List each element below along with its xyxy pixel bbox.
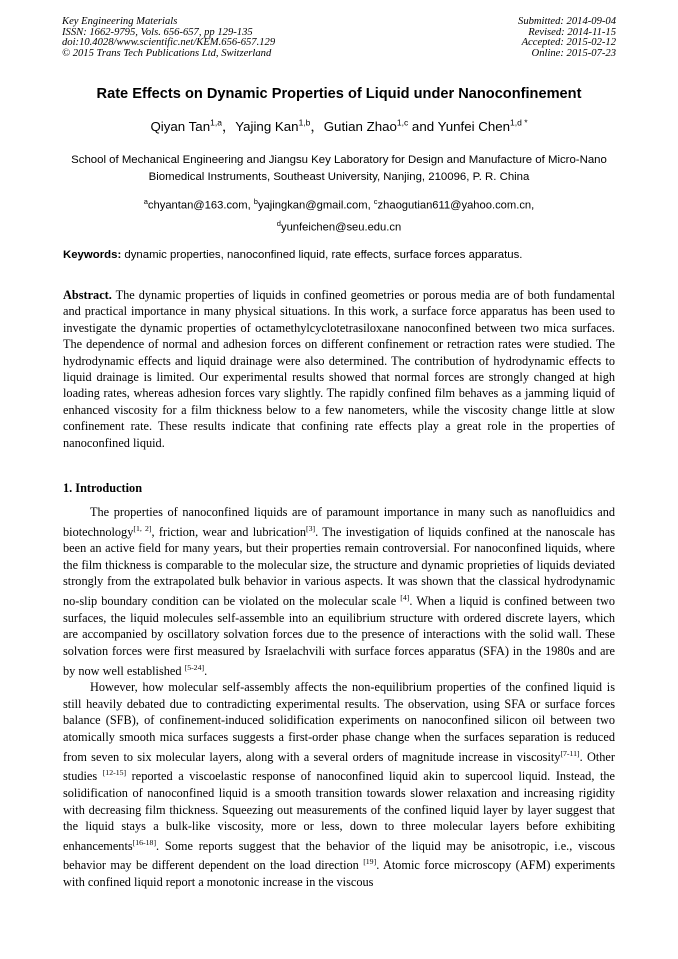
- affiliation: School of Mechanical Engineering and Jiangsu Key Laboratory for Design and Manufacture of Micro-Nano Biomedical Instruments, Southeast University, Nanjing, 210096, P. R. China: [71, 154, 607, 183]
- author-list: [0, 116, 678, 135]
- email-mark: c: [373, 197, 378, 206]
- email-separator: ,: [367, 199, 374, 212]
- keywords: [63, 249, 618, 261]
- email-separator: ,: [247, 199, 254, 212]
- author-separator: and: [408, 119, 438, 134]
- citation: [1, 2]: [133, 523, 152, 533]
- author-name: Yunfei Chen: [437, 119, 511, 134]
- paragraph-text: . Other studies: [63, 749, 615, 784]
- email-mark: a: [143, 197, 148, 206]
- keywords-text: dynamic properties, nanoconfined liquid, rate effects, surface forces apparatus.: [121, 249, 523, 261]
- paragraph-text: However, how molecular self-assembly affects the non-equilibrium properties of the confined liquid is still heavily debated due to contradicting experimental results. The observation, using SFA or surface forces balance (SFB), of confinement-induced solidification experiments on nanoconfined silicon oil between two atomically smooth mica surfaces suggests a first-order phase change when the surfaces separation is reduced from seven to six molecular layers, along with a several orders of magnitude increase in viscosity: [63, 680, 615, 764]
- citation: [19]: [363, 857, 377, 867]
- citation: [5-24]: [184, 662, 205, 672]
- paragraph-text: . Atomic force microscopy (AFM) experiments with confined liquid report a monotonic increase in the viscous: [63, 858, 616, 890]
- author-email: yajingkan@gmail.com: [257, 199, 368, 212]
- accepted-date: Accepted: 2015-02-12: [521, 37, 616, 49]
- citation: [12-15]: [102, 768, 127, 778]
- author-affiliation-mark: 1,c: [396, 117, 409, 128]
- author-name: Yajing Kan: [235, 119, 299, 134]
- email-mark: d: [276, 218, 281, 228]
- paragraph-text: . When a liquid is confined between two surfaces, the liquid molecules self-assemble into an equilibrium structure with ordered discrete layers, which are accompanied by oscillatory solvation forces due to the presence of interactions with the solid wall. These solvation forces were first measured by Israelachvili with surface forces apparatus (SFA) in the 1980s and are by now well established: [63, 594, 615, 678]
- author-affiliation-mark: 1,d *: [510, 117, 528, 128]
- journal-info: [62, 17, 275, 59]
- author-email: zhaogutian611@yahoo.com.cn: [377, 199, 532, 212]
- author-email: chyantan@163.com: [147, 199, 248, 212]
- paper-title: Rate Effects on Dynamic Properties of Liquid under Nanoconfinement: [96, 86, 582, 102]
- email-list: [60, 193, 618, 236]
- section-heading: 1. Introduction: [63, 481, 143, 495]
- author-affiliation-mark: 1,a: [210, 117, 222, 128]
- paragraph-text: , friction, wear and lubrication: [151, 524, 307, 539]
- journal-doi: doi:10.4028/www.scientific.net/KEM.656-657.129: [62, 37, 276, 49]
- journal-copyright: © 2015 Trans Tech Publications Ltd, Switzerland: [62, 47, 272, 59]
- paragraph-text: .: [204, 663, 208, 678]
- revised-date: Revised: 2014-11-15: [528, 26, 616, 38]
- paragraph: [63, 679, 615, 891]
- email-separator: ,: [531, 199, 535, 212]
- online-date: Online: 2015-07-23: [531, 47, 616, 59]
- paragraph-text: . The investigation of liquids confined at the nanoscale has been an active field for many years, but their properties remain controversial. For nanoconfined liquids, where the film thickness is comparable to the molecular size, the structure and dynamic proprieties of liquids deviated strongly from the extrapolated bulk behavior in various aspects. It was shown that the classical hydrodynamic no-slip boundary condition can be violated on the molecular scale: [63, 524, 615, 609]
- citation: [16-18]: [132, 837, 157, 847]
- email-mark: b: [253, 197, 258, 206]
- journal-issn: ISSN: 1662-9795, Vols. 656-657, pp 129-135: [62, 26, 253, 38]
- author-email: yunfeichen@seu.edu.cn: [280, 221, 402, 234]
- author-affiliation-mark: 1,b: [298, 117, 311, 128]
- author-name: Qiyan Tan: [150, 119, 211, 134]
- keywords-label: Keywords:: [63, 249, 122, 261]
- introduction-body: [63, 504, 615, 891]
- paragraph: [63, 504, 615, 679]
- citation: [3]: [306, 523, 316, 533]
- citation: [4]: [400, 593, 410, 603]
- citation: [7-11]: [560, 748, 580, 758]
- paragraph-text: . Some reports suggest that the behavior of the liquid may be anisotropic, i.e., viscous behavior may be different dependent on the load direction: [63, 838, 615, 873]
- journal-name: Key Engineering Materials: [62, 16, 178, 27]
- paragraph-text: The properties of nanoconfined liquids are of paramount importance in many such as nanofluidics and biotechnology: [63, 505, 615, 539]
- author-separator: ，: [310, 119, 324, 134]
- submitted-date: Submitted: 2014-09-04: [518, 16, 616, 27]
- abstract-text: The dynamic properties of liquids in confined geometries or porous media are of both fundamental and practical importance in many physical situations. In this work, a surface force apparatus has been used to investigate the dynamic properties of octamethylcyclotetrasiloxane nanoconfined between two mica surfaces. The dependence of normal and adhesion forces on different confinement or retraction rates were studied. The hydrodynamic effects and liquid drainage were also determined. The contribution of hydrodynamic effects to liquid drainage is limited. Our experimental results showed that normal forces are strongly changed at high loading rates, whereas adhesion forces vary slightly. The rapidly confined film behaves as a jamming liquid of enhanced viscosity for a film thickness below to a few nanometers, while the viscosity change little at slow confinement rate. These results indicate that confining rate effects play a great role in the properties of nanoconfined liquid.: [63, 288, 615, 450]
- abstract-label: Abstract.: [63, 288, 112, 302]
- paragraph-text: reported a viscoelastic response of nanoconfined liquid akin to supercool liquid. Instead, the solidification of nanoconfined liquid is a smooth transition towards slower relaxation and increasing rigidity with decreasing film thickness. Squeezing out measurements of the confined liquid layer by layer suggest that the liquid stays a bulk-like viscosity, more or less, down to three molecular layers before exhibiting enhancements: [63, 769, 615, 853]
- publication-dates: [518, 17, 616, 59]
- author-name: Gutian Zhao: [323, 119, 397, 134]
- author-separator: ，: [221, 119, 236, 134]
- abstract: [63, 287, 615, 451]
